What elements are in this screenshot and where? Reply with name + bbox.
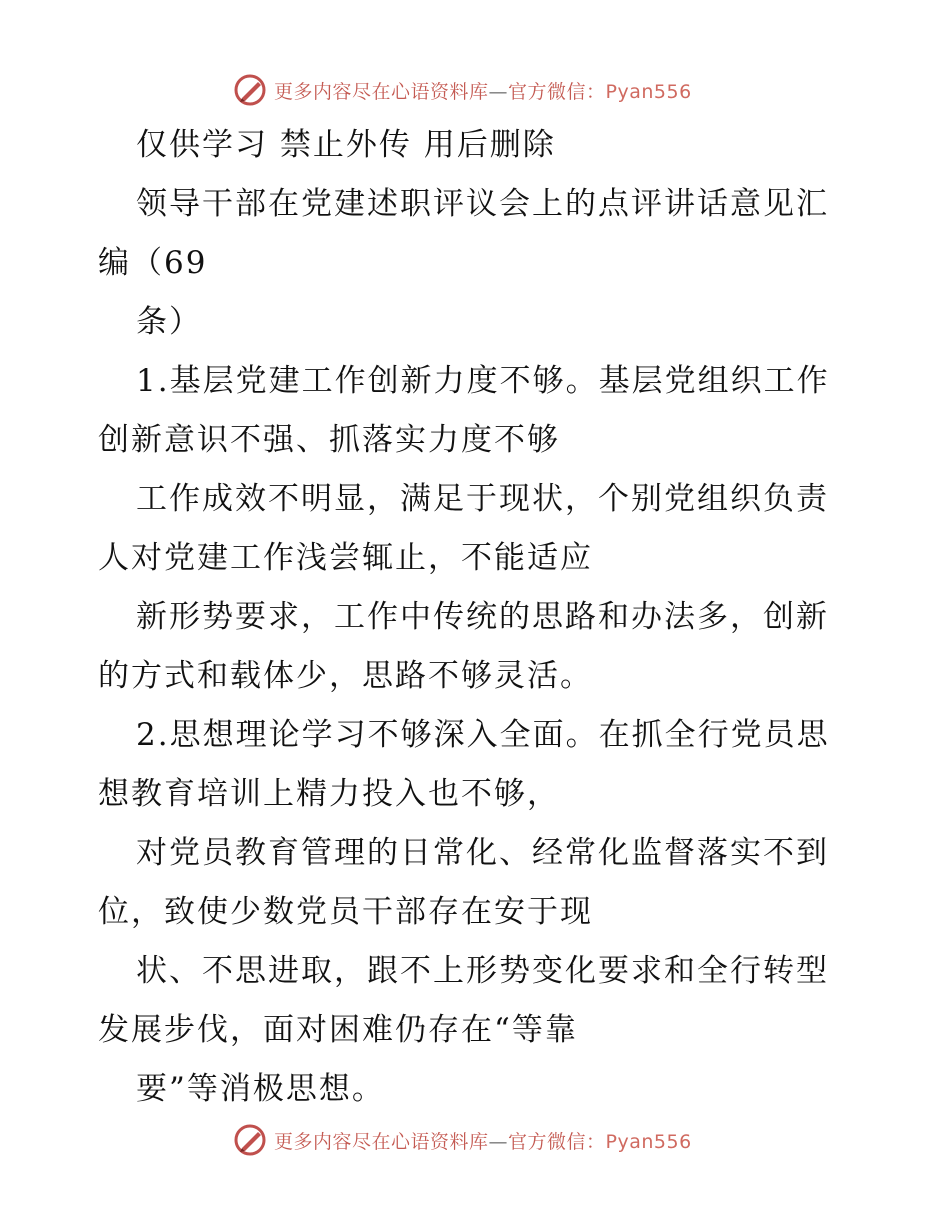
watermark-official: 官方微信： xyxy=(508,80,606,103)
paragraph-line: 创新意识不强、抓落实力度不够 xyxy=(98,422,560,458)
watermark-separator: — xyxy=(488,80,509,103)
watermark-text: 更多内容尽在心语资料库 xyxy=(274,80,489,103)
paragraph xyxy=(98,352,852,470)
title-line: 条） xyxy=(136,304,202,340)
watermark-text: 更多内容尽在心语资料库 xyxy=(274,1130,489,1153)
watermark-banner-top xyxy=(232,70,692,110)
paragraph-line: 对党员教育管理的日常化、经常化监督落实不到 xyxy=(136,835,829,871)
paragraph-line: 发展步伐，面对困难仍存在“等靠 xyxy=(98,1012,578,1048)
paragraph xyxy=(98,588,852,706)
paragraph-line: 2.思想理论学习不够深入全面。在抓全行党员思 xyxy=(136,717,830,753)
paragraph xyxy=(98,824,852,942)
title-line: 领导干部在党建述职评议会上的点评讲话意见汇 xyxy=(136,186,829,222)
paragraph-line: 新形势要求，工作中传统的思路和办法多，创新 xyxy=(136,599,829,635)
paragraph-line: 要”等消极思想。 xyxy=(136,1071,385,1107)
watermark-handle: Pyan556 xyxy=(605,80,692,103)
watermark-banner-bottom xyxy=(232,1120,692,1160)
watermark-separator: — xyxy=(488,1130,509,1153)
paragraph xyxy=(98,470,852,588)
paragraph-line: 1.基层党建工作创新力度不够。基层党组织工作 xyxy=(136,363,830,399)
paragraph xyxy=(98,706,852,824)
watermark-handle: Pyan556 xyxy=(605,1130,692,1153)
title-line: 编（69 xyxy=(98,245,208,281)
watermark-official: 官方微信： xyxy=(508,1130,606,1153)
paragraph-line: 的方式和载体少，思路不够灵活。 xyxy=(98,658,593,694)
pen-in-circle-logo-icon xyxy=(232,72,268,108)
document-body xyxy=(98,116,852,1119)
paragraph-line: 想教育培训上精力投入也不够， xyxy=(98,776,560,812)
pen-in-circle-logo-icon xyxy=(232,1122,268,1158)
paragraph-line: 位，致使少数党员干部存在安于现 xyxy=(98,894,593,930)
paragraph xyxy=(98,1060,852,1119)
paragraph-line: 状、不思进取，跟不上形势变化要求和全行转型 xyxy=(136,953,829,989)
paragraph-line: 人对党建工作浅尝辄止，不能适应 xyxy=(98,540,593,576)
notice-line: 仅供学习 禁止外传 用后删除 xyxy=(136,127,556,163)
paragraph xyxy=(98,942,852,1060)
paragraph-line: 工作成效不明显，满足于现状，个别党组织负责 xyxy=(136,481,829,517)
